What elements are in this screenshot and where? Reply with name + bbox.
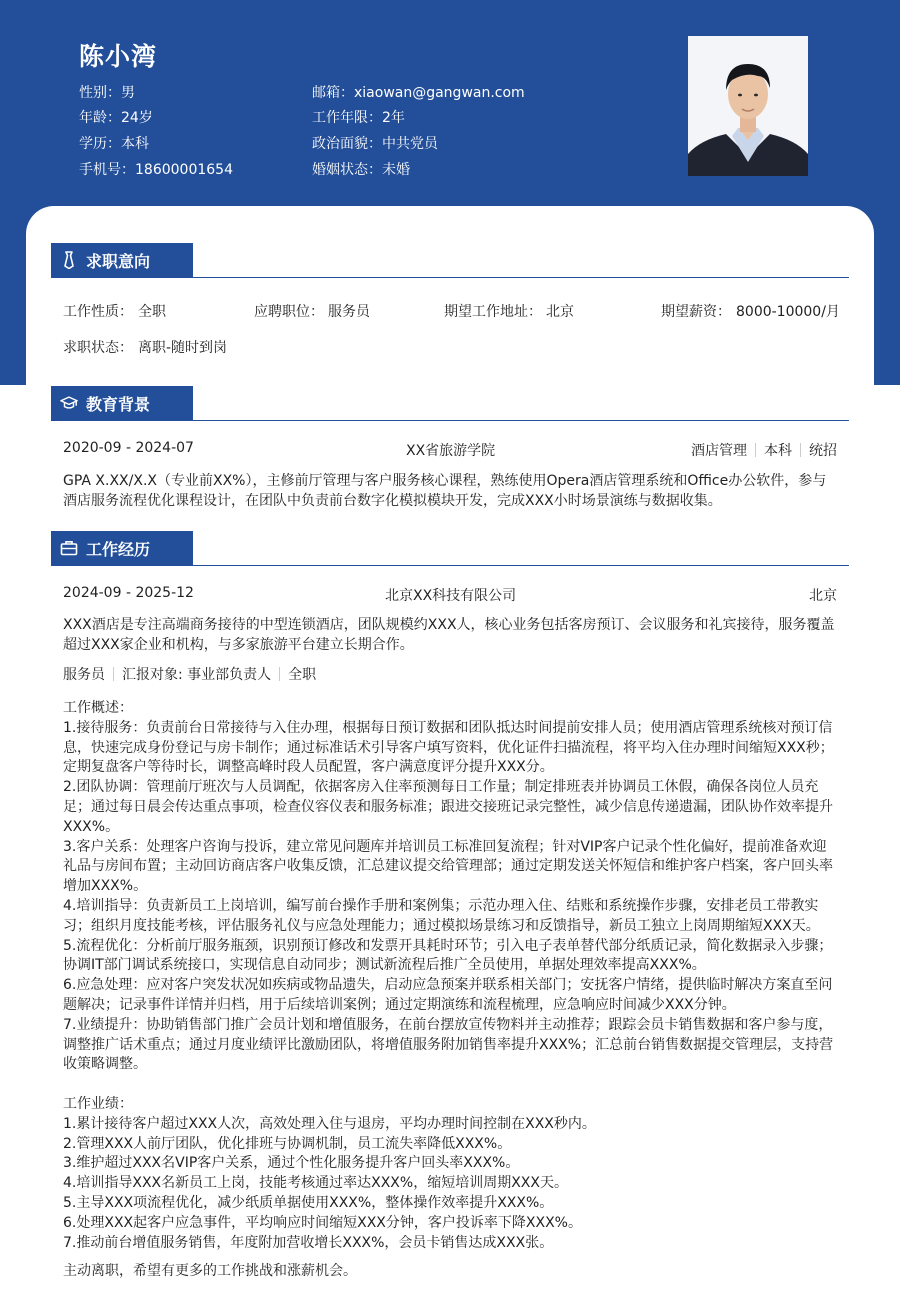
overview-item: 3.客户关系：处理客户咨询与投诉，建立常见问题库并培训员工标准回复流程；针对VIP客户记录个性化偏好，提前准备欢迎礼品与房间布置；主动回访商店客户收集反馈，汇总建议提交给管理部；通过定期发送关怀短信和维护客户档案，客户回头率增加XXX%。 [63,838,833,895]
intent-section-tab [51,243,193,277]
achievement-item: 7.推动前台增值服务销售，年度附加营收增长XXX%，会员卡销售达成XXX张。 [63,1234,554,1251]
education-section-header [51,386,849,421]
company-name: 北京XX科技有限公司 [385,588,517,604]
achievements-title: 工作业绩： [63,1095,133,1112]
salary-label: 期望薪资： [661,304,731,320]
divider [800,443,801,457]
achievement-item: 4.培训指导XXX名新员工上岗，技能考核通过率达XXX%，缩短培训周期XXX天。 [63,1175,568,1192]
education-row [63,440,837,460]
achievement-item: 3.维护超过XXX名VIP客户关系，通过个性化服务提升客户回头率XXX%。 [63,1155,520,1172]
divider [113,667,114,681]
education-section-tab [51,386,193,420]
achievement-item: 6.处理XXX起客户应急事件，平均响应时间缩短XXX分钟，客户投诉率下降XXX%。 [63,1214,582,1231]
overview-item: 1.接待服务：负责前台日常接待与入住办理，根据每日预订数据和团队抵达时间提前安排人员；使用酒店管理系统核对预订信息，快速完成身份登记与房卡制作；通过标准话术引导客户填写资料，优化证件扫描流程，将平均入住办理时间缩短XXX秒；定期复盘客户等待时长，调整高峰时段人员配置，客户满意度评分提升XXX分。 [63,719,834,776]
overview-item: 2.团队协调：管理前厅班次与人员调配，依据客房入住率预测每日工作量；制定排班表并协调员工休假，确保各岗位人员充足；通过每日晨会传达重点事项，检查仪容仪表和服务标准；跟进交接班记录完整性，减少信息传递遗漏，团队协作效率提升XXX%。 [63,779,833,835]
education-description: GPA X.XX/X.X（专业前XX%），主修前厅管理与客户服务核心课程，熟练使用Opera酒店管理系统和Office办公软件，参与酒店服务流程优化课程设计，在团队中负责前台数字化模拟模块开发，完成XXX小时场景演练与数据收集。 [63,473,827,509]
salary-value: 8000-10000/月 [736,304,840,320]
work-period: 2024-09 - 2025-12 [63,585,194,601]
gender-info: 性别：男 [79,85,135,101]
job-type-value: 全职 [138,304,166,320]
political-status-info: 政治面貌：中共党员 [312,136,438,152]
email-info: 邮箱：xiaowan@gangwan.com [312,85,525,101]
age-info: 年龄：24岁 [79,110,153,126]
education-section-title: 教育背景 [86,394,151,414]
overview-item: 6.应急处理：应对客户突发状况如疾病或物品遗失，启动应急预案并联系相关部门；安抚客户情绪，提供临时解决方案直至问题解决；记录事件详情并归档，用于后续培训案例；通过定期演练和流程梳理，应急响应时间减少XXX分钟。 [63,977,833,1013]
briefcase-icon [60,539,78,557]
study-mode: 统招 [809,443,837,459]
job-type-label: 工作性质： [63,304,133,320]
school-name: XX省旅游学院 [406,443,496,459]
work-details [63,699,837,1282]
divider [755,443,756,457]
job-status-value: 离职-随时到岗 [138,340,228,356]
overview-item: 7.业绩提升：协助销售部门推广会员计划和增值服务，在前台摆放宣传物料并主动推荐；跟踪会员卡销售数据和客户参与度，调整推广话术重点；通过月度业绩评比激励团队，将增值服务附加销售率提升XXX%；汇总前台销售数据提交管理层，支持营收策略调整。 [63,1016,834,1073]
candidate-name: 陈小湾 [79,42,158,71]
intent-section-header [51,243,849,278]
education-info: 学历：本科 [79,136,149,152]
divider [279,667,280,681]
company-description: XXX酒店是专注高端商务接待的中型连锁酒店，团队规模约XXX人，核心业务包括客房预订、会议服务和礼宾接待，服务覆盖超过XXX家企业和机构，与多家旅游平台建立长期合作。 [63,617,835,653]
profile-photo [688,36,808,176]
achievement-item: 2.管理XXX人前厅团队，优化排班与协调机制，员工流失率降低XXX%。 [63,1135,512,1152]
location-value: 北京 [546,304,574,320]
overview-item: 5.流程优化：分析前厅服务瓶颈，识别预订修改和发票开具耗时环节；引入电子表单替代部分纸质记录，简化数据录入步骤；协调IT部门调试系统接口，实现信息自动同步；测试新流程后推广全员使用，单据处理效率提高XXX%。 [63,937,833,974]
spacer [63,1075,837,1095]
education-period: 2020-09 - 2024-07 [63,440,194,456]
tie-icon [60,251,78,269]
marital-status-info: 婚姻状态：未婚 [312,162,410,178]
intent-section-title: 求职意向 [86,251,151,271]
position-label: 应聘职位： [254,304,324,320]
major: 酒店管理 [691,443,747,459]
work-city: 北京 [809,588,837,604]
work-row [63,585,837,605]
graduation-cap-icon [60,394,78,412]
job-status-label: 求职状态： [63,340,133,356]
work-section-tab [51,531,193,565]
achievement-item: 1.累计接待客户超过XXX人次，高效处理入住与退房，平均办理时间控制在XXX秒内。 [63,1115,596,1132]
education-tags [691,440,837,460]
leave-reason: 主动离职，希望有更多的工作挑战和涨薪机会。 [63,1263,357,1280]
experience-years-info: 工作年限：2年 [312,110,405,126]
phone-info: 手机号：18600001654 [79,162,233,178]
position-value: 服务员 [328,304,370,320]
location-label: 期望工作地址： [444,304,542,320]
report-to: 汇报对象: 事业部负责人 [122,667,272,683]
employment-type: 全职 [288,667,317,683]
work-section-header [51,531,849,566]
overview-title: 工作概述： [63,700,133,716]
job-role: 服务员 [63,667,105,683]
achievement-item: 5.主导XXX项流程优化，减少纸质单据使用XXX%，整体操作效率提升XXX%。 [63,1194,554,1211]
work-section-title: 工作经历 [86,539,151,559]
work-tags [63,664,837,684]
overview-item: 4.培训指导：负责新员工上岗培训，编写前台操作手册和案例集；示范办理入住、结账和系统操作步骤，安排老员工带教实习；组织月度技能考核，评估服务礼仪与应急处理能力；通过模拟场景练习和反馈指导，新员工独立上岗周期缩短XXX天。 [63,897,820,934]
degree: 本科 [764,443,792,459]
